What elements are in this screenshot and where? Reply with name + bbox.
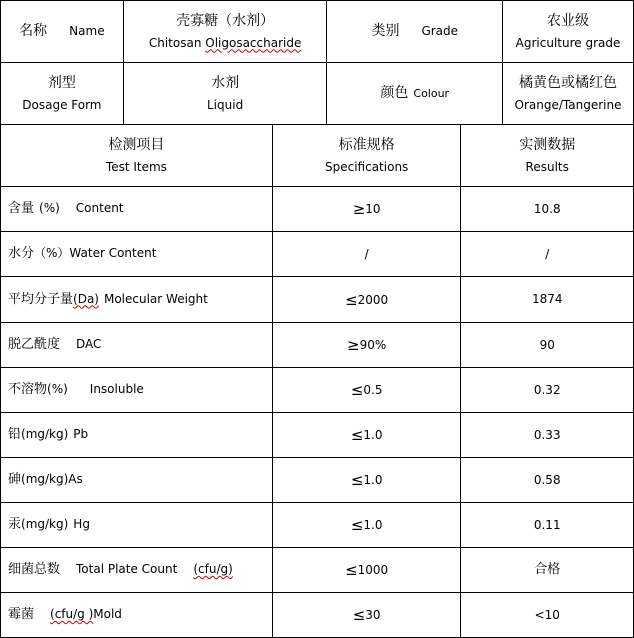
col-header-items (1, 125, 273, 187)
row-label-en: As (68, 472, 83, 487)
row-label-unit: (mg/kg) (21, 517, 69, 532)
colour-value-en: Orange/Tangerine (514, 97, 622, 112)
row-label-water (1, 232, 273, 277)
product-name-en-wavy: Oligosaccharide (205, 35, 302, 50)
table-row (1, 368, 634, 413)
spec-value: 1000 (357, 563, 389, 577)
row-label-content (1, 187, 273, 232)
table-row (1, 323, 634, 368)
row-label-zh: 铅 (8, 427, 22, 443)
table-row (1, 232, 634, 277)
row-label-en: Total Plate Count (76, 562, 178, 577)
spec-dac (272, 323, 461, 368)
result-value: 0.33 (533, 427, 561, 442)
result-value: 0.32 (533, 382, 561, 397)
table-row (1, 187, 634, 232)
spec-as (272, 458, 461, 503)
row-label-zh: 霉菌 (8, 607, 35, 623)
row-label-zh: 脱乙酰度 (8, 337, 61, 353)
table-row (1, 413, 634, 458)
test-results-table (0, 124, 634, 638)
result-value: / (545, 246, 550, 261)
form-label-cell (1, 63, 124, 125)
result-hg (461, 503, 634, 548)
form-value-cell (123, 63, 327, 125)
name-label-en: Name (69, 24, 105, 39)
spec-value: 1.0 (363, 428, 383, 442)
row-label-insoluble (1, 368, 273, 413)
form-value-zh: 水剂 (211, 74, 240, 91)
colour-value-zh: 橘黄色或橘红色 (519, 74, 618, 91)
table-row (1, 593, 634, 638)
row-label-en: Water Content (69, 246, 157, 261)
row-label-zh: 细菌总数 (8, 562, 61, 578)
spec-hg (272, 503, 461, 548)
spec-value: 1.0 (363, 473, 383, 487)
form-label-zh: 剂型 (47, 74, 76, 91)
row-label-pb (1, 413, 273, 458)
spec-molecular-weight (272, 277, 461, 323)
product-name-en-prefix: Chitosan (148, 35, 206, 50)
row-label-unit: (%) (47, 382, 68, 397)
spec-symbol: ≤ (345, 561, 358, 579)
spec-value: 30 (365, 608, 381, 622)
table-row (1, 277, 634, 323)
spec-mold (272, 593, 461, 638)
product-info-table (0, 0, 634, 125)
row-label-en: Hg (73, 517, 90, 532)
spec-plate-count (272, 548, 461, 593)
row-label-zh: 砷 (8, 472, 22, 488)
col-header-results (461, 125, 634, 187)
row-label-unit: (mg/kg) (21, 472, 69, 487)
spec-value: / (364, 247, 369, 261)
row-label-en: Pb (73, 427, 89, 442)
result-value: 90 (539, 337, 555, 352)
result-content (461, 187, 634, 232)
row-label-plate-count (1, 548, 273, 593)
form-label-en: Dosage Form (22, 97, 102, 112)
row-label-as (1, 458, 273, 503)
col-header-spec (272, 125, 461, 187)
spec-water (272, 232, 461, 277)
spec-insoluble (272, 368, 461, 413)
colour-label-cell (327, 63, 503, 125)
product-name-cell (123, 1, 327, 63)
col-header-spec-zh: 标准规格 (338, 136, 395, 153)
category-label-cell (327, 1, 503, 63)
row-label-molecular-weight (1, 277, 273, 323)
result-value: 0.11 (533, 517, 561, 532)
result-value: 合格 (534, 562, 561, 578)
spec-content (272, 187, 461, 232)
row-label-unit: (Da) (73, 291, 99, 306)
table-row (1, 503, 634, 548)
row-label-en: DAC (76, 337, 102, 352)
row-label-en: Insoluble (89, 382, 144, 397)
row-label-unit: (cfu/g) (193, 562, 233, 577)
category-label-en: Grade (421, 24, 459, 39)
spec-symbol: ≤ (350, 516, 364, 534)
result-value: 1874 (531, 292, 563, 307)
row-label-en: Mold (93, 607, 122, 622)
spec-symbol: ≤ (350, 471, 364, 489)
row-label-unit: (cfu/g ) (50, 607, 94, 622)
grade-value-zh: 农业级 (547, 12, 590, 29)
result-mold (461, 593, 634, 638)
spec-symbol: ≤ (350, 381, 364, 399)
col-header-spec-en: Specifications (325, 159, 409, 174)
row-label-zh: 不溶物 (8, 382, 48, 398)
product-name-en (149, 36, 302, 50)
spec-symbol: ≤ (345, 290, 358, 309)
row-label-mold (1, 593, 273, 638)
spec-symbol: ≤ (350, 426, 364, 444)
row-label-zh: 汞 (8, 517, 22, 533)
row-label-zh: 含量 (8, 201, 35, 217)
result-pb (461, 413, 634, 458)
result-as (461, 458, 634, 503)
colour-value-cell (503, 63, 634, 125)
table-row (1, 458, 634, 503)
result-value: 10.8 (533, 201, 561, 216)
col-header-items-en: Test Items (105, 159, 167, 174)
result-molecular-weight (461, 277, 634, 323)
result-plate-count (461, 548, 634, 593)
row-label-en: Content (75, 201, 124, 216)
name-label-cell (1, 1, 124, 63)
result-water (461, 232, 634, 277)
spec-value: 10 (365, 202, 381, 216)
row-label-unit: （%） (34, 246, 70, 261)
spec-value: 90% (359, 338, 387, 352)
spec-symbol: ≤ (352, 606, 366, 624)
name-label-zh: 名称 (19, 23, 48, 40)
table-row (1, 548, 634, 593)
form-value-en: Liquid (207, 97, 244, 112)
row-label-unit: (%) (39, 201, 60, 216)
row-label-unit: (mg/kg) (21, 427, 69, 442)
grade-value-en: Agriculture grade (515, 35, 621, 50)
row-label-zh: 水分 (8, 246, 35, 262)
spec-symbol: ≥ (347, 336, 360, 354)
row-label-en: Molecular Weight (103, 291, 208, 306)
spec-value: 1.0 (363, 518, 383, 532)
col-header-results-en: Results (525, 159, 569, 174)
grade-value-cell (503, 1, 634, 63)
spec-value: 0.5 (363, 383, 383, 397)
colour-label-zh: 颜色 (380, 85, 409, 102)
row-label-dac (1, 323, 273, 368)
row-label-hg (1, 503, 273, 548)
row-label-zh: 平均分子量 (8, 291, 74, 307)
spec-symbol: ≥ (352, 200, 366, 218)
product-name-zh: 壳寡糖（水剂） (176, 12, 275, 29)
result-insoluble (461, 368, 634, 413)
result-value: 0.58 (533, 472, 561, 487)
result-dac (461, 323, 634, 368)
col-header-results-zh: 实测数据 (519, 136, 576, 153)
spec-pb (272, 413, 461, 458)
category-label-zh: 类别 (371, 23, 400, 40)
result-value: <10 (534, 607, 560, 622)
col-header-items-zh: 检测项目 (108, 136, 165, 153)
colour-label-en: Colour (413, 87, 450, 101)
spec-value: 2000 (357, 292, 389, 307)
